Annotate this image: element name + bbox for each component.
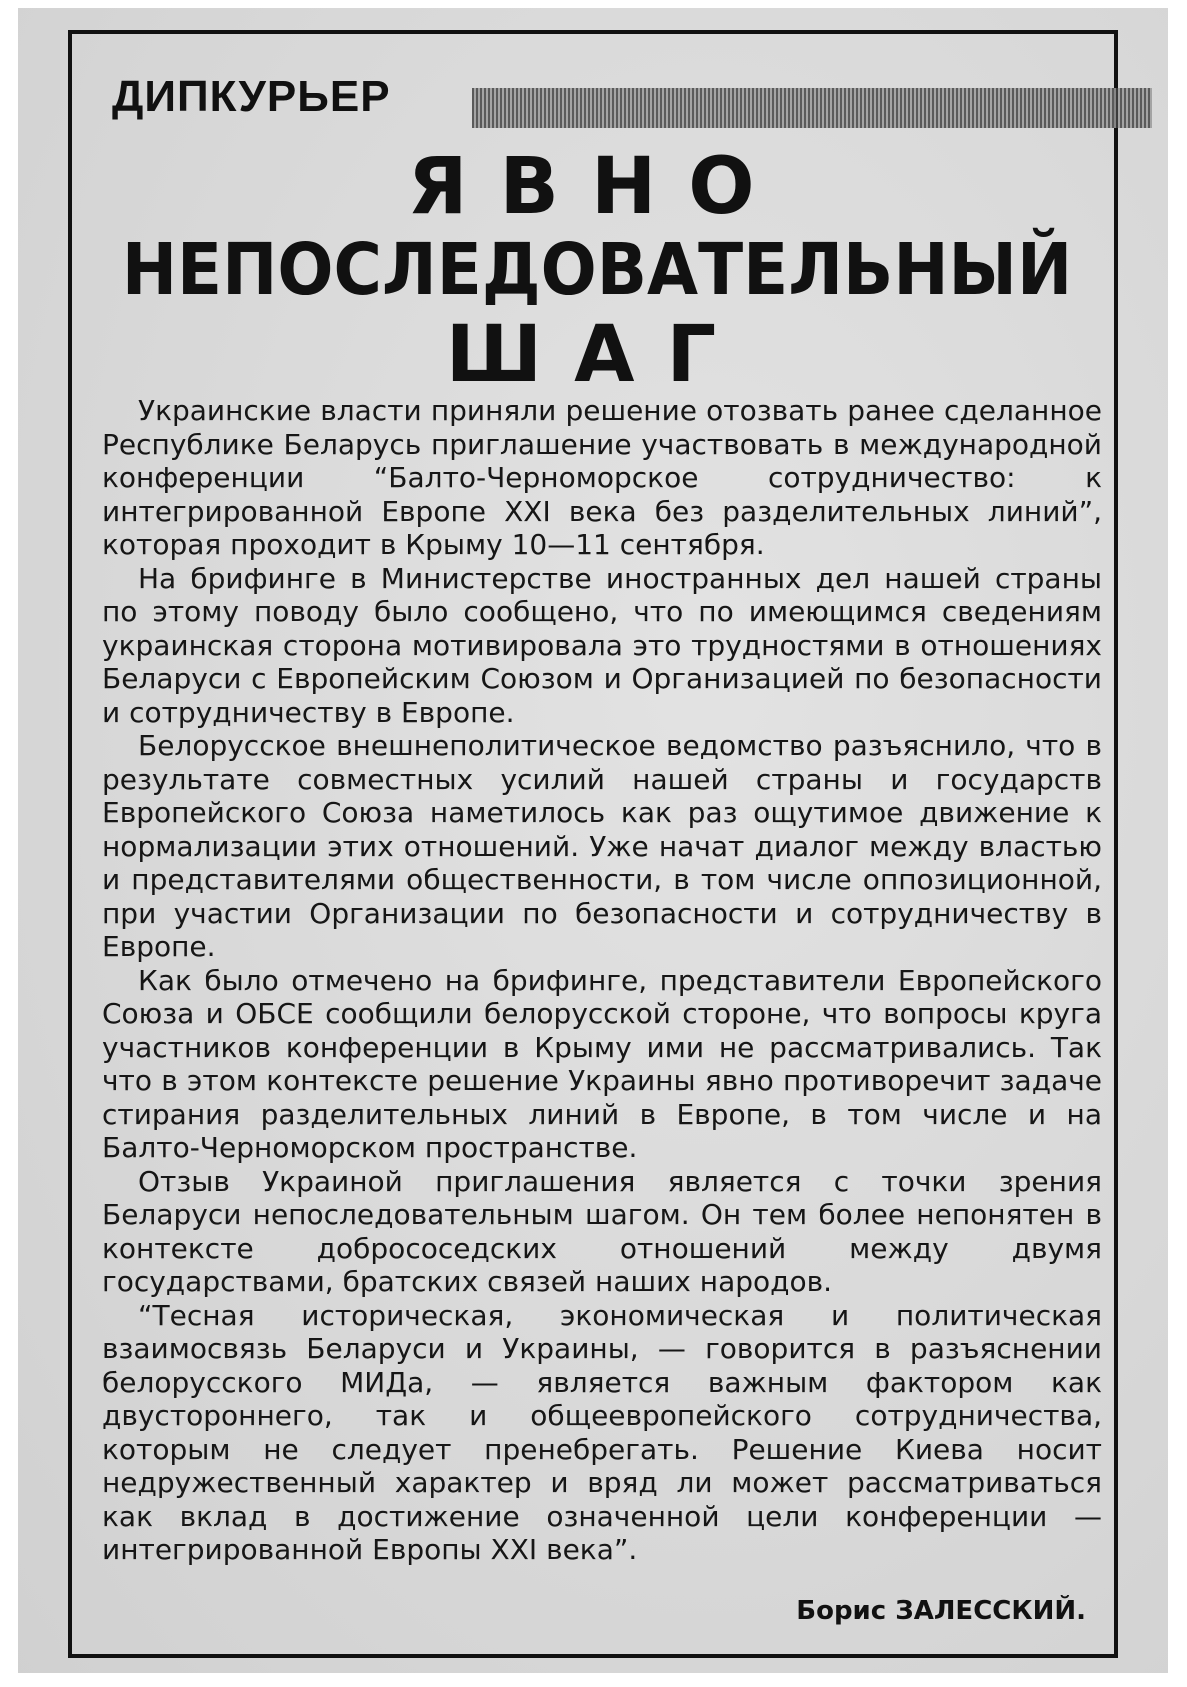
paragraph: Белорусское внешнеполитическое ведомство разъяснило, что в результате совместных усилий нашей страны и государств Европейского Союза наметилось как раз ощутимое движение к нормализации этих отношений. Уже начат диалог между властью и представителями общественности, в том числе оппозиционной, при участии Организации по безопасности и сотрудничеству в Европе. bbox=[102, 729, 1102, 963]
rubric-bar bbox=[472, 88, 1152, 128]
paragraph: Отзыв Украиной приглашения является с точки зрения Беларуси непоследовательным шагом. Он тем более непонятен в контексте добрососедских отношений между двумя государствами, братских связей наших народов. bbox=[102, 1164, 1102, 1298]
headline-line-1: ЯВНО bbox=[407, 142, 787, 232]
paragraph: Украинские власти приняли решение отозвать ранее сделанное Республике Беларусь приглашение участвовать в международной конференции “Балто-Черноморское сотрудничество: к интегрированной Европе XXI века без разделительных линий”, которая проходит в Крыму 10—11 сентября. bbox=[102, 394, 1102, 561]
headline bbox=[92, 144, 1102, 400]
article-frame bbox=[68, 30, 1118, 1658]
author-signature: Борис ЗАЛЕССКИЙ. bbox=[796, 1596, 1086, 1626]
paragraph: На брифинге в Министерстве иностранных дел нашей страны по этому поводу было сообщено, что по имеющимся сведениям украинская сторона мотивировала это трудностями в отношениях Беларуси с Европейским Союзом и Организацией по безопасности и сотрудничеству в Европе. bbox=[102, 561, 1102, 729]
newspaper-clipping bbox=[18, 8, 1168, 1673]
article-body bbox=[102, 394, 1102, 1567]
rubric-header bbox=[112, 72, 1112, 128]
paragraph: “Тесная историческая, экономическая и политическая взаимосвязь Беларуси и Украины, — говорится в разъяснении белорусского МИДа, — является важным фактором как двустороннего, так и общеевропейского сотрудничества, которым не следует пренебрегать. Решение Киева носит недружественный характер и вряд ли может рассматриваться как вклад в достижение означенной цели конференции — интегрированной Европы XXI века”. bbox=[102, 1298, 1102, 1566]
rubric-label: ДИПКУРЬЕР bbox=[112, 72, 391, 121]
paragraph: Как было отмечено на брифинге, представители Европейского Союза и ОБСЕ сообщили белорусской стороне, что вопросы круга участников конференции в Крыму ими не рассматривались. Так что в этом контексте решение Украины явно противоречит задаче стирания разделительных линий в Европе, в том числе и на Балто-Черноморском пространстве. bbox=[102, 963, 1102, 1164]
headline-line-2: НЕПОСЛЕДОВАТЕЛЬНЫЙ bbox=[121, 227, 1073, 312]
headline-line-3: ШАГ bbox=[445, 310, 749, 400]
